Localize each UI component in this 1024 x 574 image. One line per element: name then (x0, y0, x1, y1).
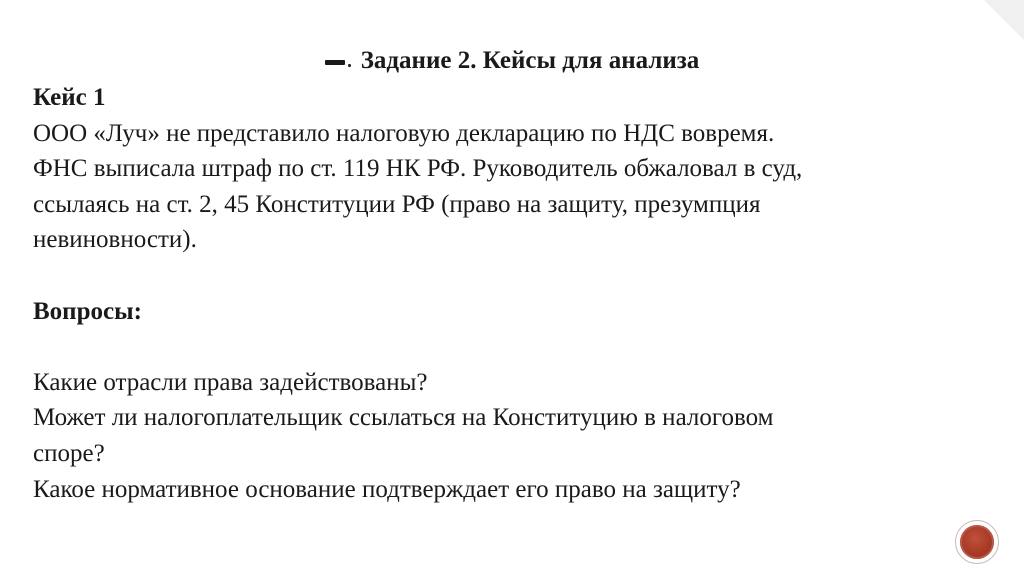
next-slide-button[interactable] (955, 520, 999, 564)
slide-title: Задание 2. Кейсы для анализа (360, 47, 700, 74)
page-corner-fold (984, 0, 1024, 40)
slide-body (33, 80, 983, 507)
next-slide-icon (960, 525, 994, 559)
case-text-line: невиновности). (33, 226, 197, 254)
case-text-line: ФНС выписала штраф по ст. 119 НК РФ. Руководитель обжаловал в суд, (33, 155, 803, 183)
questions-heading: Вопросы: (33, 297, 142, 325)
case-heading: Кейс 1 (33, 84, 106, 111)
blank-line (33, 258, 983, 294)
question-line: Может ли налогоплательщик ссылаться на Конституцию в налоговом (33, 404, 774, 432)
blank-line (33, 329, 983, 365)
case-text-line: ООО «Луч» не представило налоговую декларацию по НДС вовремя. (33, 119, 775, 147)
question-line: споре? (33, 439, 105, 467)
question-line: Какие отрасли права задействованы? (33, 368, 428, 396)
slide-title-row (0, 44, 1024, 78)
case-text-line: ссылаясь на ст. 2, 45 Конституции РФ (право на защиту, презумпция (33, 190, 761, 218)
question-line: Какое нормативное основание подтверждает его право на защиту? (33, 475, 741, 503)
bullet-marker-icon (325, 55, 353, 69)
